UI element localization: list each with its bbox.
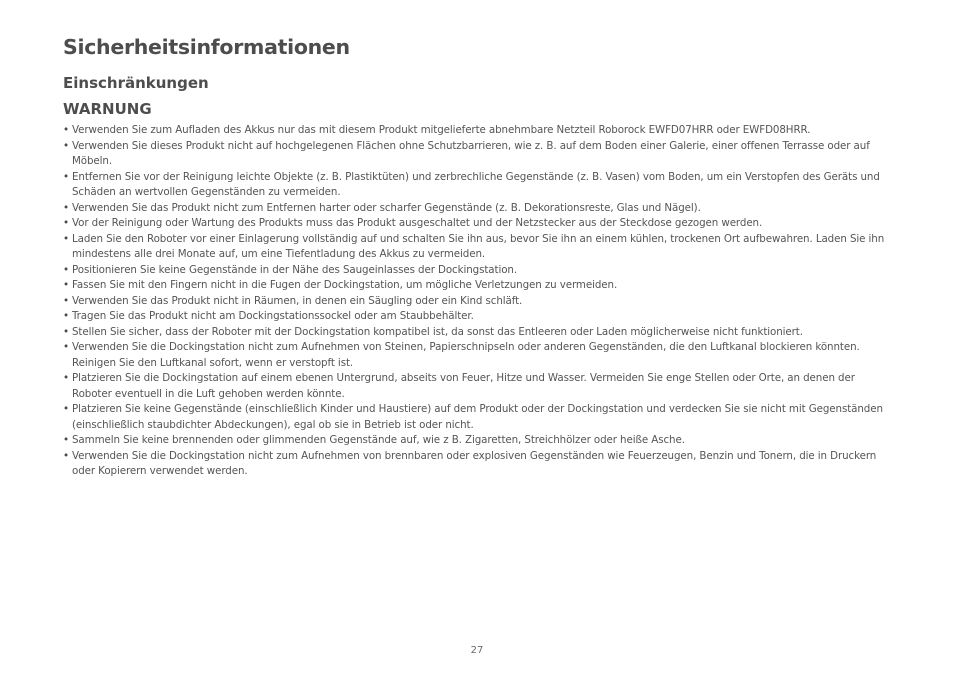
list-item: • Sammeln Sie keine brennenden oder glimmenden Gegenstände auf, wie z B. Zigaretten, Streichhölzer oder heiße Asche. <box>63 433 893 449</box>
list-item: • Verwenden Sie die Dockingstation nicht zum Aufnehmen von brennbaren oder explosiven Gegenständen wie Feuerzeugen, Benzin und Tonern, die in Druckern oder Kopierern verwendet werden. <box>63 449 893 480</box>
page-number: 27 <box>470 645 484 656</box>
list-item: • Platzieren Sie die Dockingstation auf einem ebenen Untergrund, abseits von Feuer, Hitze und Wasser. Vermeiden Sie enge Stellen oder Orte, an denen der Roboter eventuell in die Luft gehoben werden könnte. <box>63 371 893 402</box>
page-title: Sicherheitsinformationen <box>63 35 350 59</box>
list-item: • Verwenden Sie dieses Produkt nicht auf hochgelegenen Flächen ohne Schutzbarrieren, wie z. B. auf dem Boden einer Galerie, einer offenen Terrasse oder auf Möbeln. <box>63 139 893 170</box>
list-item: • Entfernen Sie vor der Reinigung leichte Objekte (z. B. Plastiktüten) und zerbrechliche Gegenstände (z. B. Vasen) vom Boden, um ein Verstopfen des Geräts und Schäden an wertvollen Gegenständen zu vermeiden. <box>63 170 893 201</box>
list-item: • Verwenden Sie das Produkt nicht in Räumen, in denen ein Säugling oder ein Kind schläft. <box>63 294 893 310</box>
list-item: • Stellen Sie sicher, dass der Roboter mit der Dockingstation kompatibel ist, da sonst das Entleeren oder Laden möglicherweise nicht funktioniert. <box>63 325 893 341</box>
list-item: • Verwenden Sie zum Aufladen des Akkus nur das mit diesem Produkt mitgelieferte abnehmbare Netzteil Roborock EWFD07HRR oder EWFD08HRR. <box>63 123 893 139</box>
list-item: • Fassen Sie mit den Fingern nicht in die Fugen der Dockingstation, um mögliche Verletzungen zu vermeiden. <box>63 278 893 294</box>
list-item: • Platzieren Sie keine Gegenstände (einschließlich Kinder und Haustiere) auf dem Produkt oder der Dockingstation und verdecken Sie sie nicht mit Gegenständen (einschließlich staubdichter Abdeckungen), egal ob sie in Betrieb ist oder nicht. <box>63 402 893 433</box>
section-subtitle: Einschränkungen <box>63 74 209 92</box>
document-page <box>63 0 893 682</box>
list-item: • Verwenden Sie das Produkt nicht zum Entfernen harter oder scharfer Gegenstände (z. B. Dekorationsreste, Glas und Nägel). <box>63 201 893 217</box>
warning-list <box>63 123 893 480</box>
list-item: • Vor der Reinigung oder Wartung des Produkts muss das Produkt ausgeschaltet und der Netzstecker aus der Steckdose gezogen werden. <box>63 216 893 232</box>
list-item: • Laden Sie den Roboter vor einer Einlagerung vollständig auf und schalten Sie ihn aus, bevor Sie ihn an einem kühlen, trockenen Ort aufbewahren. Laden Sie ihn mindestens alle drei Monate auf, um eine Tiefentladung des Akkus zu vermeiden. <box>63 232 893 263</box>
list-item: • Positionieren Sie keine Gegenstände in der Nähe des Saugeinlasses der Dockingstation. <box>63 263 893 279</box>
list-item: • Tragen Sie das Produkt nicht am Dockingstationssockel oder am Staubbehälter. <box>63 309 893 325</box>
warning-heading: WARNUNG <box>63 100 152 118</box>
list-item: • Verwenden Sie die Dockingstation nicht zum Aufnehmen von Steinen, Papierschnipseln oder anderen Gegenständen, die den Luftkanal blockieren könnten. Reinigen Sie den Luftkanal sofort, wenn er verstopft ist. <box>63 340 893 371</box>
